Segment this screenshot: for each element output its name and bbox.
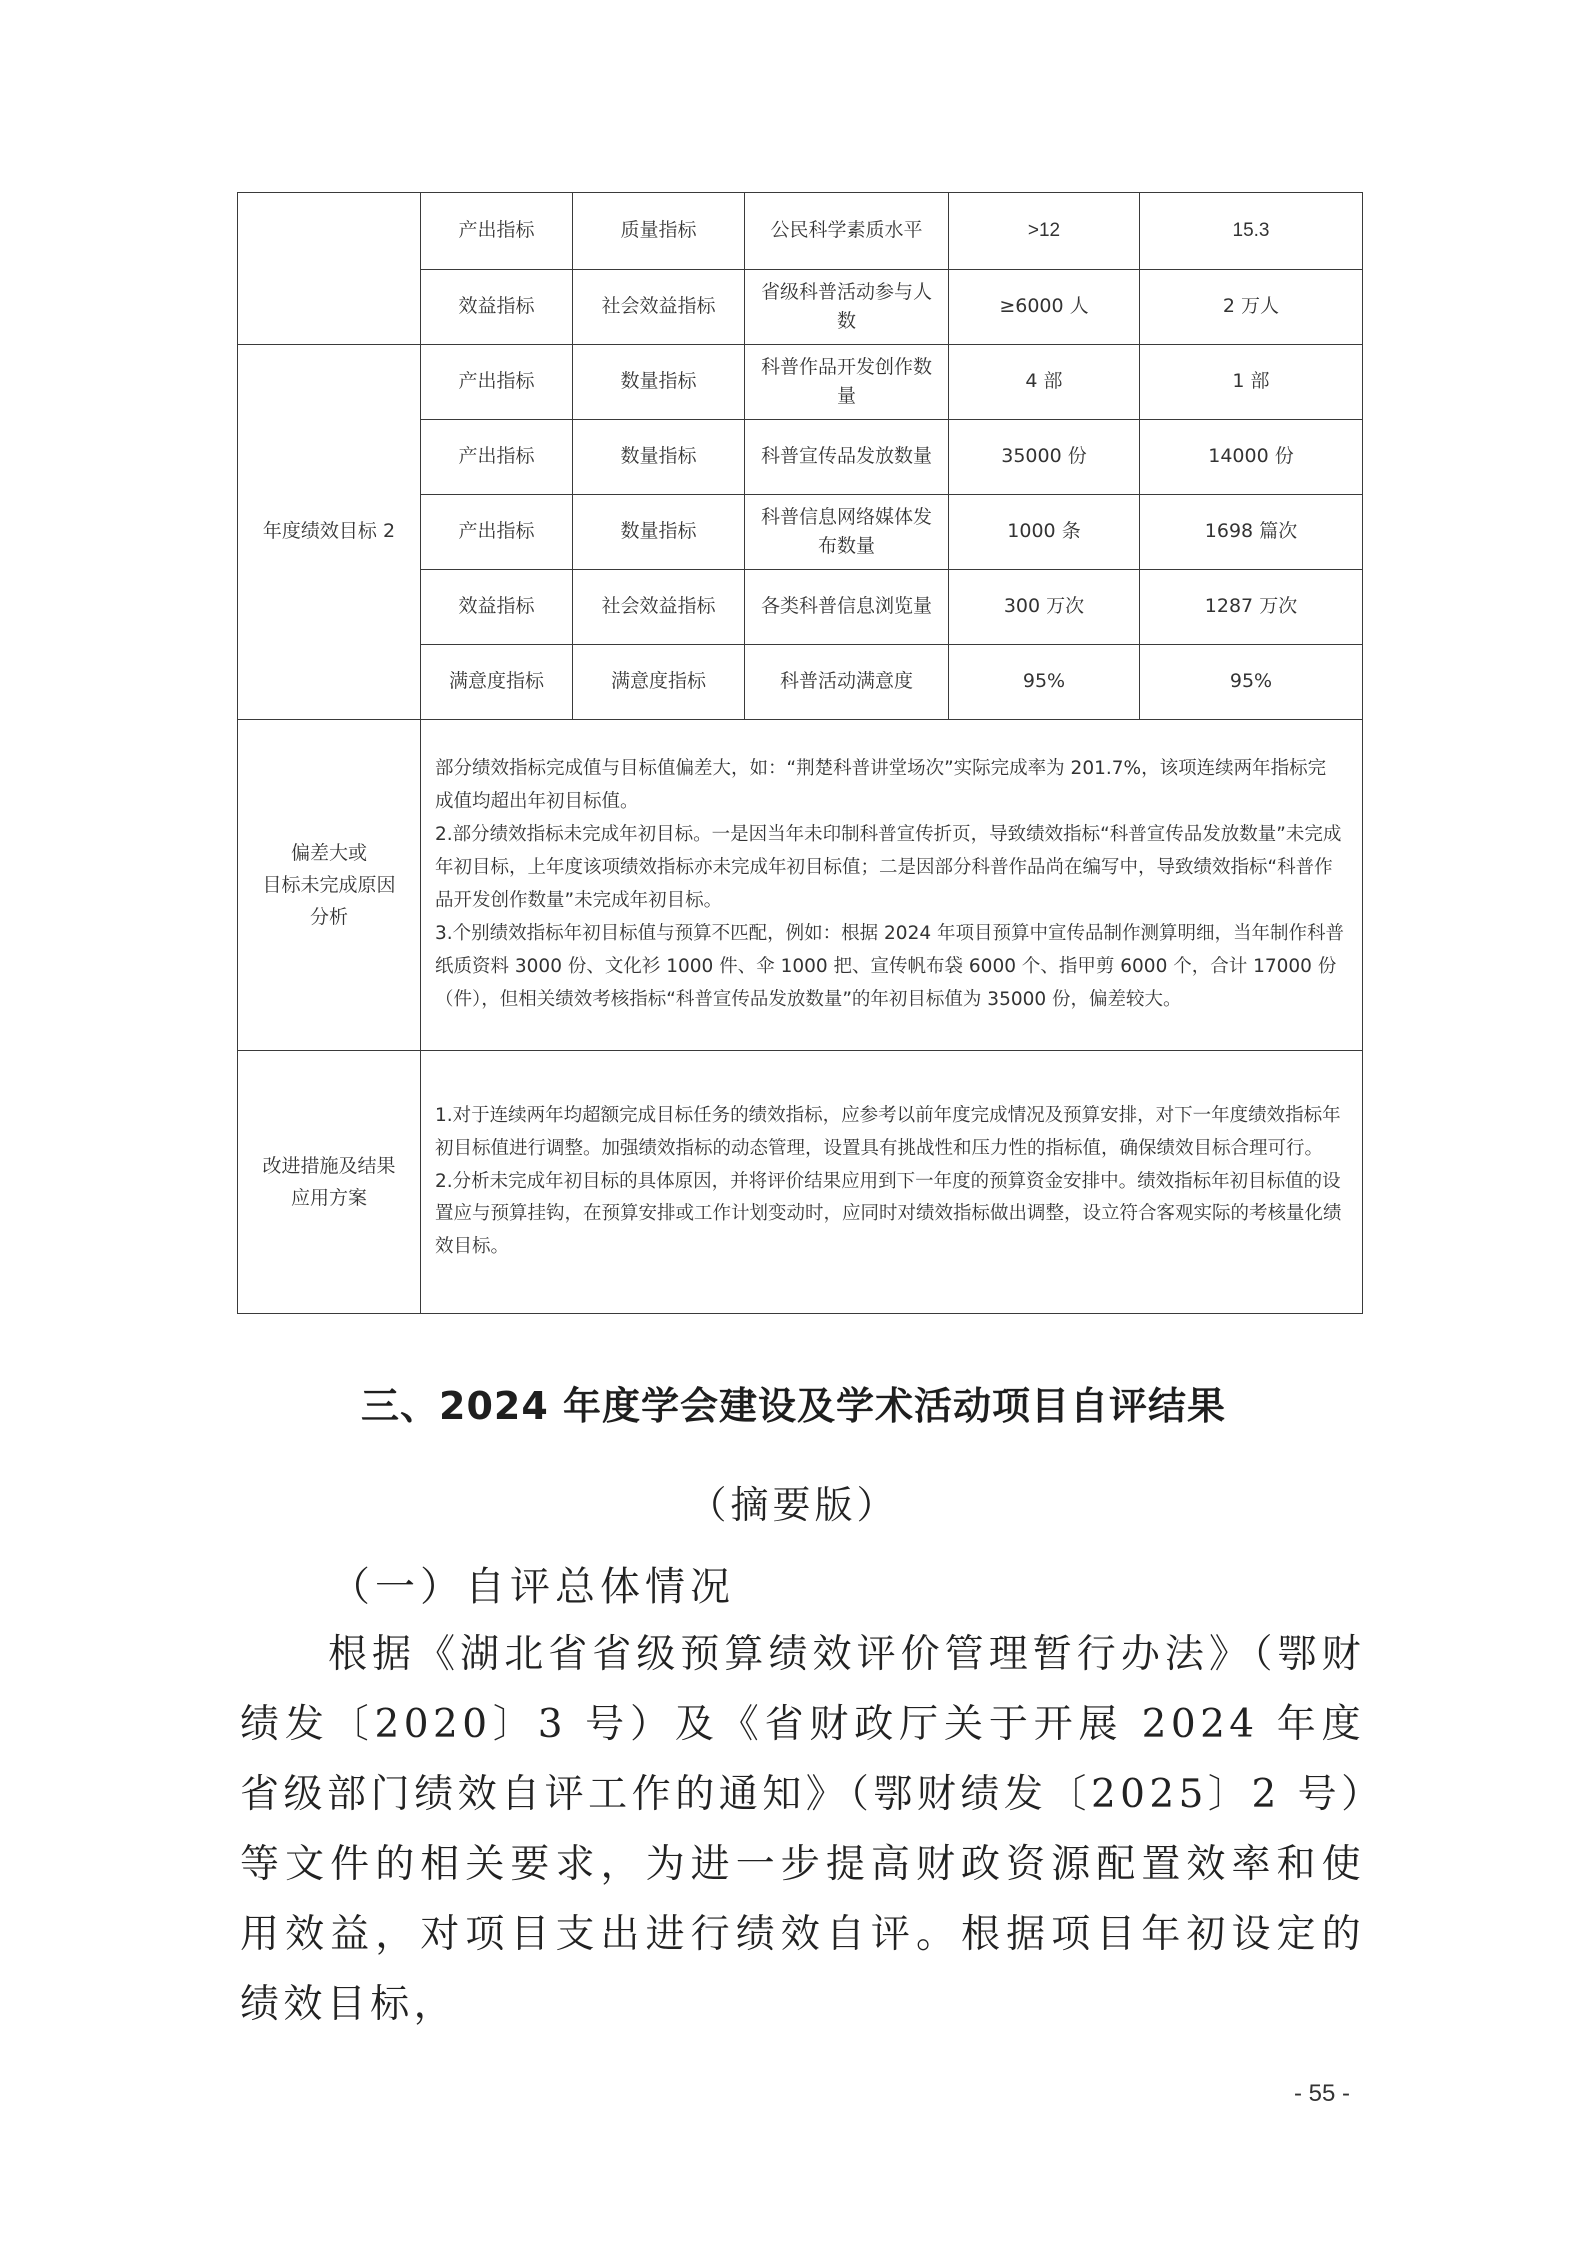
improvement-paragraph: 1.对于连续两年均超额完成目标任务的绩效指标，应参考以前年度完成情况及预算安排，对下一年度绩效指标年初目标值进行调整。加强绩效指标的动态管理，设置具有挑战性和压力性的指标值，确保绩效目标合理可行。	[435, 1104, 1341, 1159]
level2-indicator-cell: 满意度指标	[573, 645, 745, 720]
goal2-label-cell: 年度绩效目标 2	[238, 345, 421, 720]
improvement-paragraph: 2.分析未完成年初目标的具体原因，并将评价结果应用到下一年度的预算资金安排中。绩效指标年初目标值的设置应与预算挂钩，在预算安排或工作计划变动时，应同时对绩效指标做出调整，设立符合客观实际的考核量化绩效目标。	[435, 1170, 1342, 1258]
subtitle: （摘要版）	[688, 1483, 899, 1527]
level2-indicator-cell: 社会效益指标	[573, 570, 745, 645]
actual-value-cell: 2 万人	[1140, 270, 1363, 345]
level2-indicator-cell: 数量指标	[573, 345, 745, 420]
level1-indicator-cell: 效益指标	[421, 270, 573, 345]
level2-indicator-cell: 质量指标	[573, 193, 745, 270]
improvement-label-cell	[238, 1051, 421, 1314]
indicator-name-cell: 科普活动满意度	[745, 645, 949, 720]
indicator-name-cell: 科普信息网络媒体发布数量	[745, 495, 949, 570]
improvement-label-line: 应用方案	[290, 1187, 367, 1209]
indicator-name-cell: 公民科学素质水平	[745, 193, 949, 270]
indicator-name-cell: 科普宣传品发放数量	[745, 420, 949, 495]
deviation-label-cell	[238, 720, 421, 1051]
level2-indicator-cell: 社会效益指标	[573, 270, 745, 345]
level1-indicator-cell: 满意度指标	[421, 645, 573, 720]
level2-indicator-cell: 数量指标	[573, 420, 745, 495]
performance-table	[237, 192, 1363, 1314]
actual-value-cell: 1698 篇次	[1140, 495, 1363, 570]
body-paragraph: 根据《湖北省省级预算绩效评价管理暂行办法》（鄂财绩发〔2020〕3 号）及《省财政厅关于开展 2024 年度省级部门绩效自评工作的通知》（鄂财绩发〔2025〕2 号）等文件的相关要求，为进一步提高财政资源配置效率和使用效益，对项目支出进行绩效自评。根据项目年初设定的绩效目标，	[240, 1632, 1365, 2027]
deviation-label-line: 偏差大或	[290, 841, 367, 864]
goal1-continuation-cell	[238, 193, 421, 345]
target-value-cell: 300 万次	[949, 570, 1140, 645]
target-value-cell: 4 部	[949, 345, 1140, 420]
table-row	[238, 193, 1363, 270]
actual-value-cell: 1 部	[1140, 345, 1363, 420]
target-value-cell: >12	[949, 193, 1140, 270]
level1-indicator-cell: 产出指标	[421, 345, 573, 420]
deviation-label-line: 目标未完成原因	[262, 873, 396, 896]
deviation-paragraph: 2.部分绩效指标未完成年初目标。一是因当年未印制科普宣传折页，导致绩效指标“科普宣传品发放数量”未完成年初目标，上年度该项绩效指标亦未完成年初目标值；二是因部分科普作品尚在编写中，导致绩效指标“科普作品开发创作数量”未完成年初目标。	[435, 824, 1342, 911]
actual-value-cell: 1287 万次	[1140, 570, 1363, 645]
deviation-analysis-cell	[421, 720, 1363, 1051]
indicator-name-cell: 科普作品开发创作数量	[745, 345, 949, 420]
actual-value-cell: 15.3	[1140, 193, 1363, 270]
level1-indicator-cell: 产出指标	[421, 495, 573, 570]
deviation-label-line: 分析	[309, 906, 348, 929]
target-value-cell: ≥6000 人	[949, 270, 1140, 345]
deviation-row	[238, 720, 1363, 1051]
indicator-name-cell: 各类科普信息浏览量	[745, 570, 949, 645]
target-value-cell: 35000 份	[949, 420, 1140, 495]
section-title: 三、2024 年度学会建设及学术活动项目自评结果	[361, 1384, 1226, 1428]
subheading: （一）自评总体情况	[330, 1564, 735, 1610]
level2-indicator-cell: 数量指标	[573, 495, 745, 570]
level1-indicator-cell: 产出指标	[421, 193, 573, 270]
indicator-name-cell: 省级科普活动参与人数	[745, 270, 949, 345]
level1-indicator-cell: 产出指标	[421, 420, 573, 495]
improvement-label-line: 改进措施及结果	[262, 1154, 396, 1177]
level1-indicator-cell: 效益指标	[421, 570, 573, 645]
page-number: - 55 -	[1293, 2080, 1350, 2107]
actual-value-cell: 14000 份	[1140, 420, 1363, 495]
deviation-paragraph: 3.个别绩效指标年初目标值与预算不匹配，例如：根据 2024 年项目预算中宣传品制作测算明细，当年制作科普纸质资料 3000 份、文化衫 1000 件、伞 1000 把、宣传帆布袋 6000 个、指甲剪 6000 个，合计 17000 份（件），但相关绩效考核指标“科普宣传品发放数量”的年初目标值为 35000 份，偏差较大。	[435, 922, 1344, 1010]
target-value-cell: 1000 条	[949, 495, 1140, 570]
improvement-plan-cell	[421, 1051, 1363, 1314]
actual-value-cell: 95%	[1140, 645, 1363, 720]
table-row	[238, 345, 1363, 420]
deviation-paragraph: 部分绩效指标完成值与目标值偏差大，如：“荆楚科普讲堂场次”实际完成率为 201.7%，该项连续两年指标完成值均超出年初目标值。	[435, 758, 1327, 813]
target-value-cell: 95%	[949, 645, 1140, 720]
improvement-row	[238, 1051, 1363, 1314]
